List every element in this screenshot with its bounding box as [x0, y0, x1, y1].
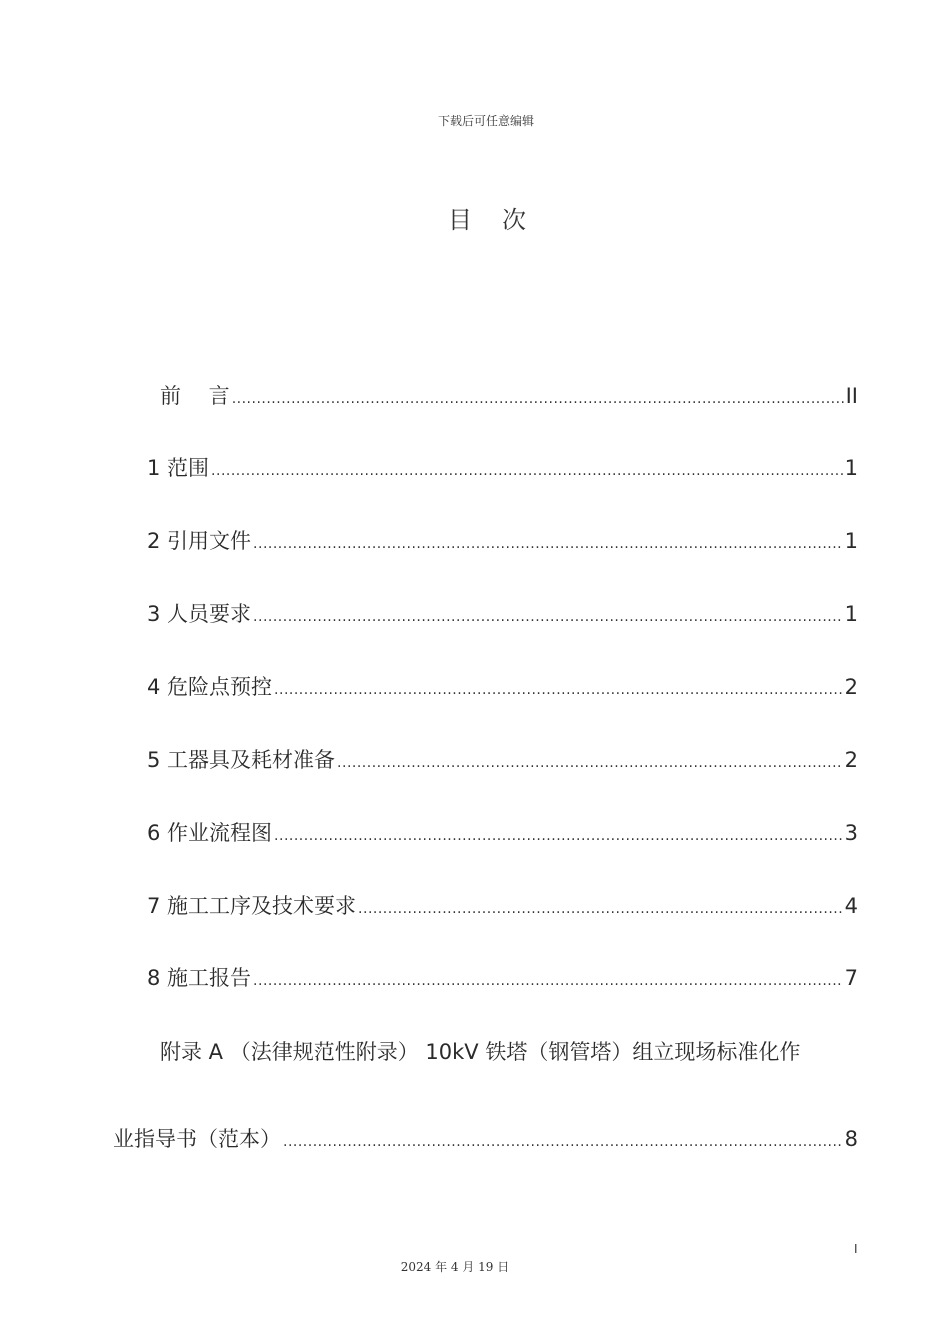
toc-entry-page: 2 — [844, 675, 858, 699]
toc-entry-page: 1 — [844, 529, 858, 553]
toc-entry-page: 2 — [844, 748, 858, 772]
toc-entry-page: 1 — [844, 456, 858, 480]
toc-leader-dots — [337, 745, 843, 775]
toc-entry-page: 1 — [844, 602, 858, 626]
toc-entry-page: II — [845, 384, 858, 408]
toc-entry-appendix-line1[interactable]: 附录 A （法律规范性附录） 10kV 铁塔（钢管塔）组立现场标准化作 — [160, 1040, 801, 1064]
toc-entry-appendix-line2[interactable] — [113, 1124, 858, 1154]
toc-entry-page: 3 — [844, 821, 858, 845]
toc-entry-label: 7 施工工序及技术要求 — [147, 894, 357, 918]
toc-entry-foreword[interactable] — [160, 381, 858, 411]
toc-entry-procedures[interactable] — [147, 891, 858, 921]
toc-entry-hazard-control[interactable] — [147, 672, 858, 702]
toc-entry-label: 2 引用文件 — [147, 529, 252, 553]
page-number: I — [854, 1242, 858, 1256]
toc-entry-label: 5 工器具及耗材准备 — [147, 748, 336, 772]
toc-entry-tools[interactable] — [147, 745, 858, 775]
toc-entry-scope[interactable] — [147, 453, 858, 483]
toc-entry-label: 1 范围 — [147, 456, 210, 480]
toc-leader-dots — [274, 672, 843, 702]
toc-entry-page: 8 — [844, 1127, 858, 1151]
toc-title-part1: 目 — [448, 206, 472, 234]
toc-leader-dots — [253, 599, 843, 629]
toc-entry-flowchart[interactable] — [147, 818, 858, 848]
toc-entry-label: 4 危险点预控 — [147, 675, 273, 699]
toc-leader-dots — [232, 381, 844, 411]
toc-leader-dots — [358, 891, 843, 921]
toc-entry-references[interactable] — [147, 526, 858, 556]
toc-entry-personnel[interactable] — [147, 599, 858, 629]
toc-entry-label: 前 言 — [160, 384, 230, 408]
toc-leader-dots — [253, 526, 843, 556]
toc-leader-dots — [274, 818, 843, 848]
footer-date: 2024 年 4 月 19 日 — [400, 1260, 510, 1274]
toc-entry-label: 6 作业流程图 — [147, 821, 273, 845]
toc-leader-dots — [211, 453, 843, 483]
toc-title — [0, 200, 950, 235]
toc-leader-dots — [283, 1124, 843, 1154]
toc-entry-report[interactable] — [147, 963, 858, 993]
toc-entry-page: 7 — [844, 966, 858, 990]
toc-entry-label: 8 施工报告 — [147, 966, 252, 990]
toc-leader-dots — [253, 963, 843, 993]
toc-entry-page: 4 — [844, 894, 858, 918]
toc-entry-label: 3 人员要求 — [147, 602, 252, 626]
toc-title-part2: 次 — [502, 206, 526, 234]
toc-entry-label: 业指导书（范本） — [113, 1127, 281, 1151]
document-header-note: 下载后可任意编辑 — [437, 114, 534, 128]
